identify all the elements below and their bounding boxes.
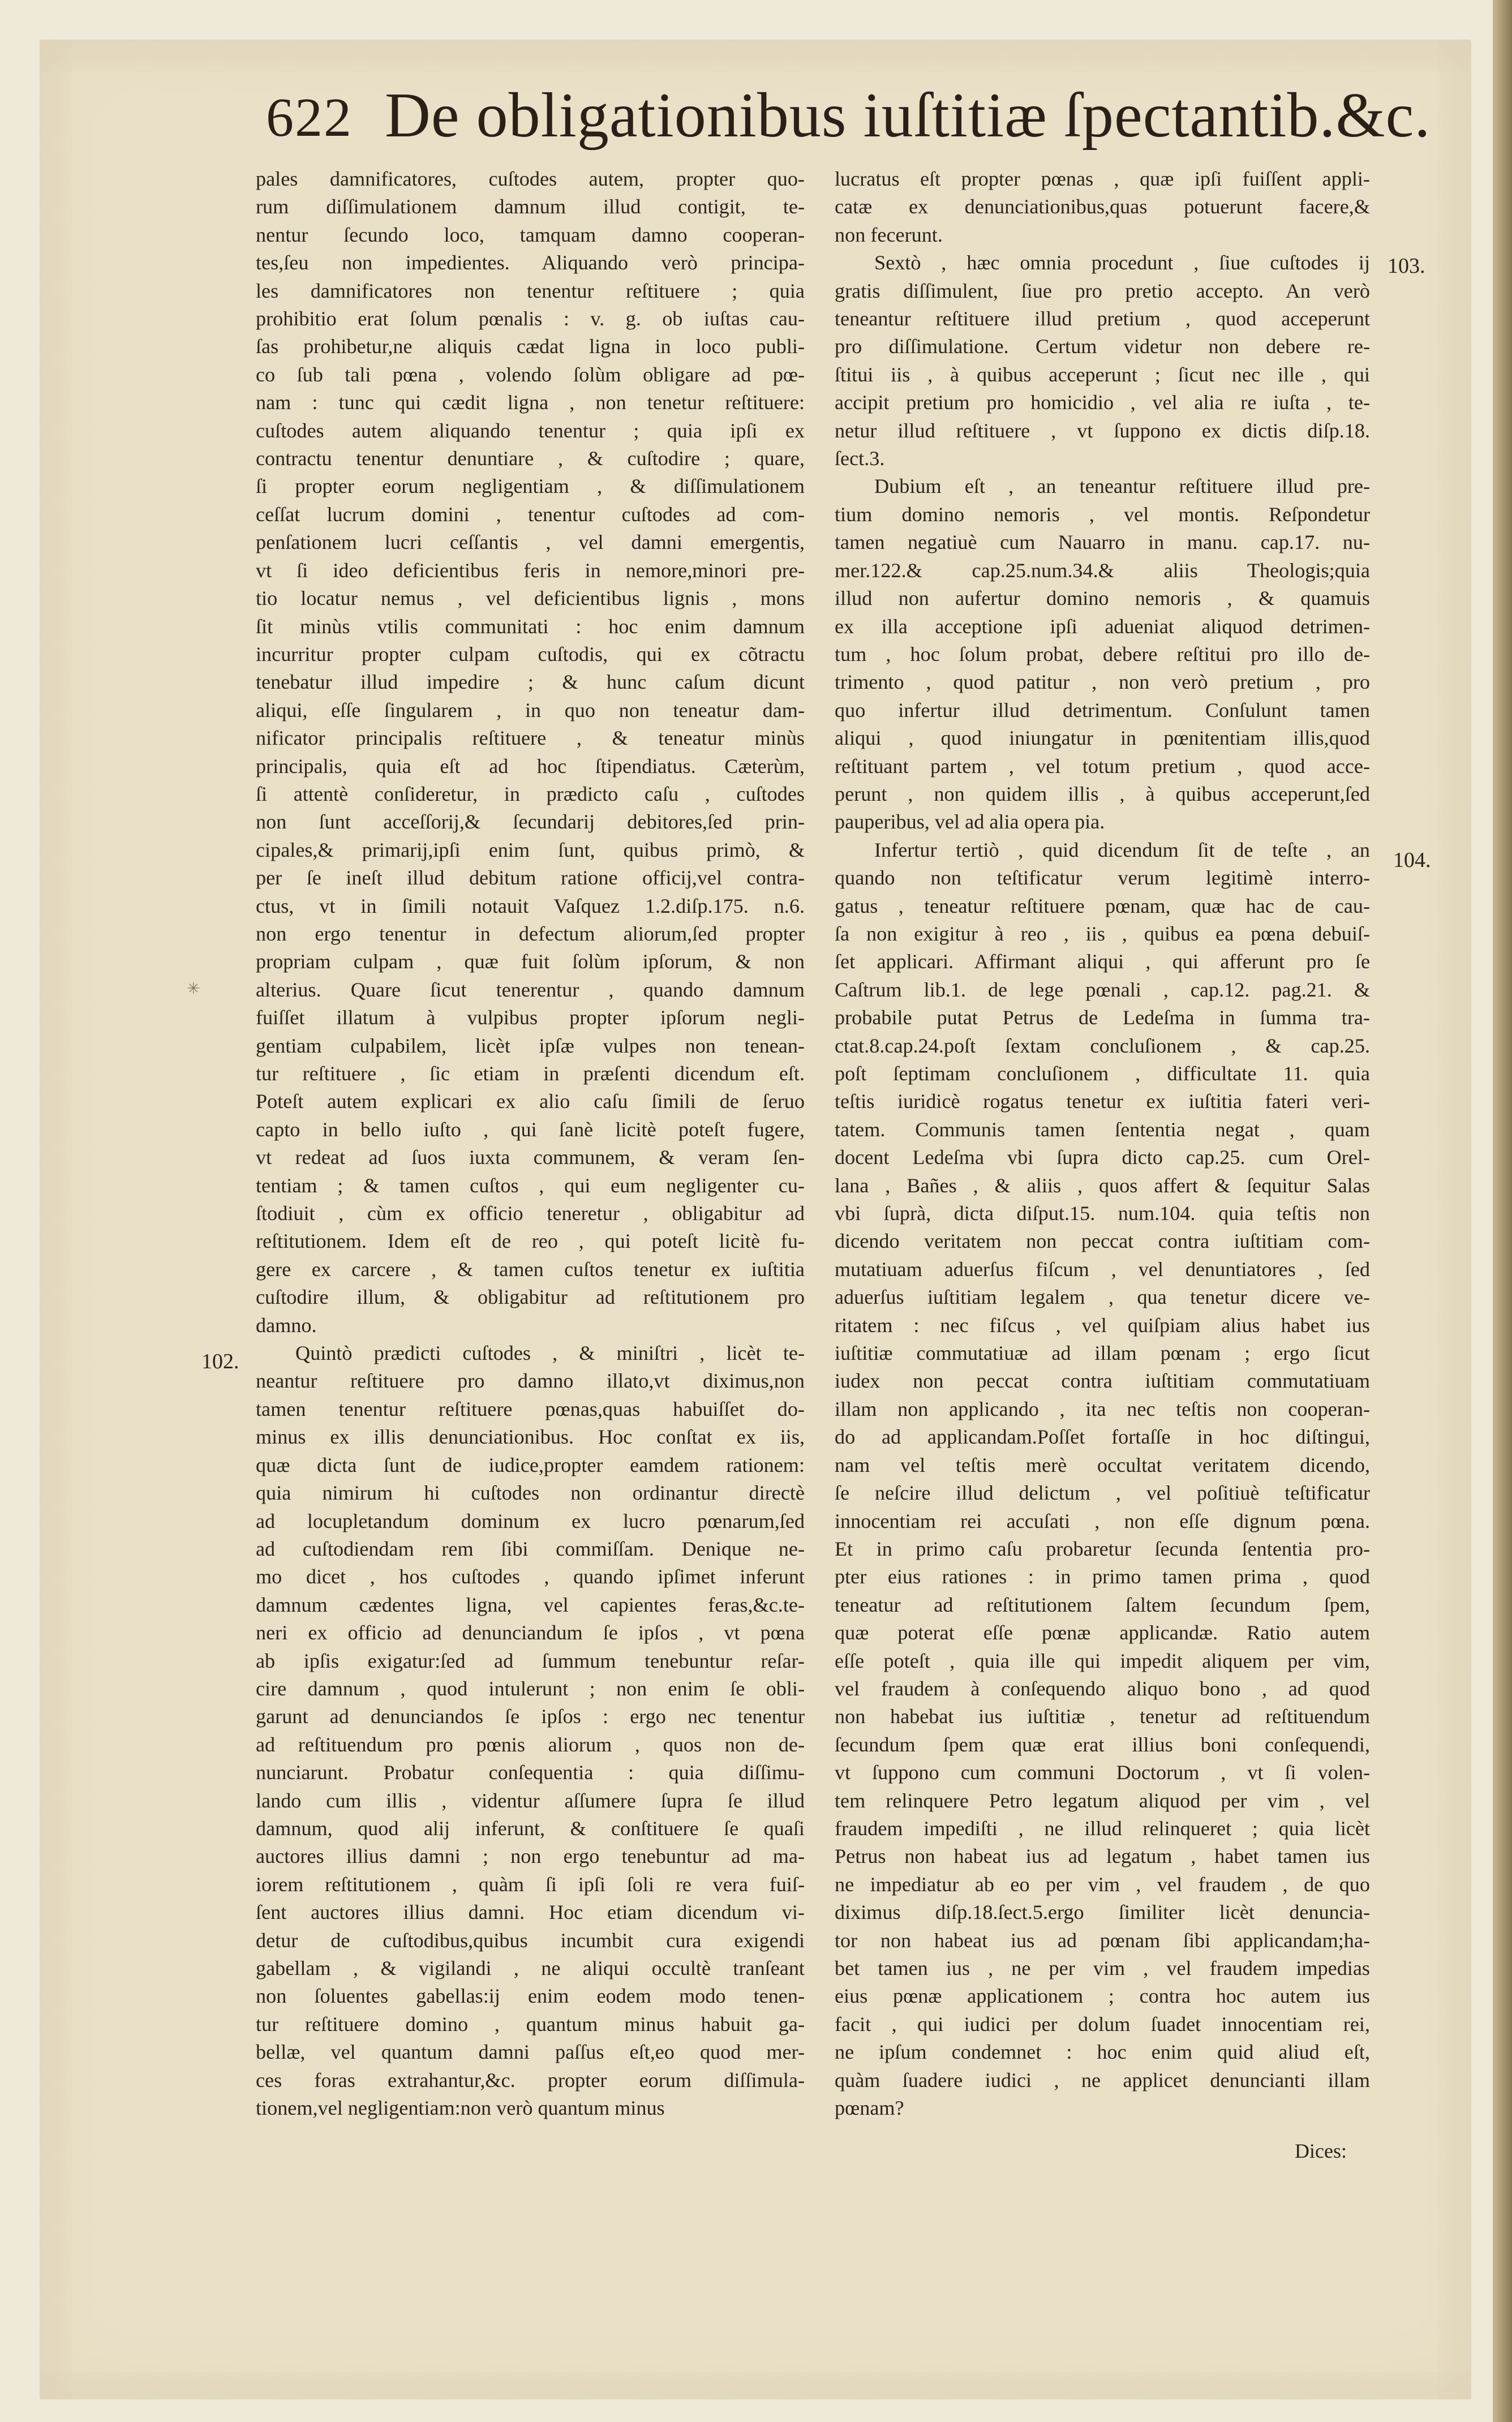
text-line: vt redeat ad ſuos iuxta communem, & veram ſen- [256, 1146, 805, 1169]
text-line: do ad applicandam.Poſſet fortaſſe in hoc diſtingui, [835, 1425, 1370, 1449]
text-line: gratis diſſimulent, ſiue pro pretio accepto. An verò [835, 279, 1370, 302]
margin-number-103: 103. [1388, 254, 1425, 278]
text-line: gabellam , & vigilandi , ne aliqui occultè tranſeant [256, 1957, 805, 1979]
text-line: pales damnificatores, cuſtodes autem, propter quo- [256, 168, 805, 190]
text-line: principalis, quia eſt ad hoc ſtipendiatus. Cæterùm, [256, 754, 805, 778]
text-line: rum diſſimulationem damnum illud contigit, te- [256, 195, 805, 218]
text-line: eſſe poteſt , quia ille qui impedit aliquem per vim, [835, 1649, 1370, 1672]
text-line: Poteſt autem explicari ex alio caſu ſimili de ſeruo [256, 1090, 805, 1113]
text-line: bet tamen ius , ne per vim , vel fraudem impedias [835, 1957, 1370, 1979]
text-line: bellæ, vel quantum damni paſſus eſt,eo quod mer- [256, 2041, 805, 2064]
text-line: nunciarunt. Probatur conſequentia : quia diſſimu- [256, 1761, 805, 1784]
text-line: damno. [256, 1313, 317, 1337]
text-line: ctus, vt in ſimili notauit Vaſquez 1.2.diſp.175. n.6. [256, 894, 805, 917]
text-line: ne ipſum condemnet : hoc enim quid aliud eſt, [835, 2041, 1370, 2064]
text-line: aduerſus iuſtitiam legalem , qua tenetur dicere ve- [835, 1286, 1370, 1309]
text-line: co ſub tali pœna , volendo ſolùm obligare ad pœ- [256, 363, 805, 386]
text-line: pauperibus, vel ad alia opera pia. [835, 810, 1105, 834]
text-line: tionem,vel negligentiam:non verò quantum minus [256, 2097, 665, 2120]
text-line: cuſtodire illum, & obligabitur ad reſtitutionem pro [256, 1286, 805, 1309]
text-line: tium domino nemoris , vel montis. Reſpondetur [835, 503, 1370, 526]
text-line: les damnificatores non tenentur reſtituere ; quia [256, 279, 805, 302]
text-line: ſi propter eorum negligentiam , & diſſimulationem [256, 475, 805, 498]
text-line: ſet applicari. Affirmant aliqui , qui afferunt pro ſe [835, 950, 1370, 973]
text-line: ſect.3. [835, 447, 885, 470]
text-line: quia nimirum hi cuſtodes non ordinantur directè [256, 1481, 805, 1505]
text-line: gentiam culpabilem, licèt ipſæ vulpes non tenean- [256, 1034, 805, 1057]
text-line: tamen tenentur reſtituere pœnas,quas habuiſſet do- [256, 1397, 805, 1420]
text-line: non fecerunt. [835, 223, 943, 246]
text-line: damnum cædentes ligna, vel capientes feras,&c.te- [256, 1593, 805, 1616]
text-line: ad reſtituendum pro pœnis aliorum , quos non de- [256, 1733, 805, 1756]
text-line: ceſſat lucrum domini , tenentur cuſtodes ad com- [256, 503, 805, 526]
text-line: lucratus eſt propter pœnas , quæ ipſi fuiſſent appli- [835, 168, 1370, 190]
text-line: ſtitui iis , à quibus acceperunt ; ſicut nec ille , qui [835, 363, 1370, 386]
text-line: fuiſſet illatum à vulpibus propter ipſorum negli- [256, 1006, 805, 1029]
text-line: quæ dicta ſunt de iudice,propter eamdem rationem: [256, 1453, 805, 1476]
text-line: illud non aufertur domino nemoris , & quamuis [835, 587, 1370, 610]
text-line: incurritur propter culpam cuſtodis, qui ex cõtractu [256, 642, 805, 665]
text-line: tur reſtituere , ſic etiam in præſenti dicendum eſt. [256, 1062, 805, 1085]
text-line: iorem reſtitutionem , quàm ſi ipſi ſoli re vera fuiſ- [256, 1873, 805, 1896]
text-line: accipit pretium pro homicidio , vel alia re iuſta , te- [835, 391, 1370, 414]
text-line: ſecundum ſpem quæ erat illius boni conſequendi, [835, 1733, 1370, 1756]
text-line: quando non teſtificatur verum legitimè interro- [835, 866, 1370, 890]
text-line: iuſtitiæ commutatiuæ ad illam pœnam ; ergo ſicut [835, 1342, 1370, 1365]
text-line: nificator principalis reſtituere , & teneatur minùs [256, 727, 805, 750]
text-line: auctores illius damni ; non ergo tenebuntur ad ma- [256, 1845, 805, 1868]
text-line: ſtodiuit , cùm ex officio teneretur , obligabitur ad [256, 1202, 805, 1225]
text-line: reſtitutionem. Idem eſt de reo , qui poteſt licitè fu- [256, 1230, 805, 1253]
text-line: illam non applicando , ita nec teſtis non cooperan- [835, 1397, 1370, 1420]
text-line: mer.122.& cap.25.num.34.& aliis Theologis;quia [835, 559, 1370, 582]
text-line: quàm ſuadere iudici , ne applicet denuncianti illam [835, 2068, 1370, 2092]
text-line: ces foras extrahantur,&c. propter eorum diſſimula- [256, 2068, 805, 2092]
ink-blot-mark: ✳ [187, 979, 200, 998]
text-line: reſtituant partem , vel totum pretium , quod acce- [835, 754, 1370, 778]
text-line: ſas prohibetur,ne aliquis cædat ligna in loco publi- [256, 335, 805, 358]
text-line: vt ſuppono cum communi Doctorum , vt ſi volen- [835, 1761, 1370, 1784]
text-line: quæ poterat eſſe pœnæ applicandæ. Ratio autem [835, 1621, 1370, 1644]
text-line: mo dicet , hos cuſtodes , quando ipſimet inferunt [256, 1565, 805, 1588]
text-line: ſent auctores illius damni. Hoc etiam dicendum vi- [256, 1901, 805, 1924]
text-line: dicendo veritatem non peccat contra iuſtitiam com- [835, 1230, 1370, 1253]
text-line: aliqui, eſſe ſingularem , in quo non teneatur dam- [256, 698, 805, 722]
text-line: tatem. Communis tamen ſententia negat , quam [835, 1118, 1370, 1141]
book-spine-edge [1493, 0, 1512, 2422]
right-column [835, 165, 1370, 2122]
text-line: penſationem lucri ceſſantis , vel damni emergentis, [256, 531, 805, 554]
text-line: tamen negatiuè cum Nauarro in manu. cap.17. nu- [835, 531, 1370, 554]
text-line: damnum, quod alij inferunt, & conſtituere ſe quaſi [256, 1816, 805, 1840]
text-line: vt ſi ideo deficientibus feris in nemore,minori pre- [256, 559, 805, 582]
text-line: vel fraudem à conſequendo aliquo bono , ad quod [835, 1677, 1370, 1700]
text-line: non ſoluentes gabellas:ij enim eodem modo tenen- [256, 1985, 805, 2008]
text-line: fraudem impediſti , ne illud relinqueret ; quia licèt [835, 1816, 1370, 1840]
text-line: mutatiuam aduerſus fiſcum , vel denuntiatores , ſed [835, 1257, 1370, 1281]
text-line: quo infertur illud detrimentum. Conſulunt tamen [835, 698, 1370, 722]
text-line: cire damnum , quod intulerunt ; non enim ſe obli- [256, 1677, 805, 1700]
text-line: detur de cuſtodibus,quibus incumbit cura exigendi [256, 1929, 805, 1952]
text-line: gatus , teneatur reſtituere pœnam, quæ hac de cau- [835, 894, 1370, 917]
text-line: ex illa acceptione ipſi adueniat aliquod detrimen- [835, 615, 1370, 638]
text-line: diximus diſp.18.ſect.5.ergo ſimiliter licèt denuncia- [835, 1901, 1370, 1924]
text-line: gere ex carcere , & tamen cuſtos tenetur ex iuſtitia [256, 1257, 805, 1281]
text-line: tio locatur nemus , vel deficientibus lignis , mons [256, 587, 805, 610]
text-line: perunt , non quidem illis , à quibus acceperunt,ſed [835, 782, 1370, 805]
text-line: poſt ſeptimam concluſionem , difficultate 11. quia [835, 1062, 1370, 1085]
text-line: lana , Bañes , & aliis , quos affert & ſequitur Salas [835, 1174, 1370, 1197]
text-line: cuſtodes autem aliquando tenentur ; quia ipſi ex [256, 419, 805, 442]
text-line: netur illud reſtituere , vt ſuppono ex dictis diſp.18. [835, 419, 1370, 442]
text-line: ad cuſtodiendam rem ſibi commiſſam. Denique ne- [256, 1537, 805, 1560]
text-line: Quintò prædicti cuſtodes , & miniſtri , licèt te- [295, 1342, 805, 1365]
margin-number-104: 104. [1393, 848, 1431, 872]
text-line: tur reſtituere domino , quantum minus habuit ga- [256, 2012, 805, 2035]
text-line: Dubium eſt , an teneantur reſtituere illud pre- [874, 475, 1370, 498]
text-line: ſi attentè conſideretur, in prædicto caſu , cuſtodes [256, 782, 805, 805]
text-line: alterius. Quare ſicut tenerentur , quando damnum [256, 978, 805, 1001]
page-number: 622 [266, 87, 353, 148]
text-line: teneatur ad reſtitutionem ſaltem ſecundum ſpem, [835, 1593, 1370, 1616]
text-line: neri ex officio ad denunciandum ſe ipſos , vt pœna [256, 1621, 805, 1644]
text-line: docent Ledeſma vbi ſupra dicto cap.25. cum Orel- [835, 1146, 1370, 1169]
text-line: tor non habeat ius ad pœnam ſibi applicandam;ha- [835, 1929, 1370, 1952]
text-line: innocentiam rei accuſati , non eſſe dignum pœna. [835, 1509, 1370, 1532]
text-line: ctat.8.cap.24.poſt ſextam concluſionem , & cap.25. [835, 1034, 1370, 1057]
text-line: ſit minùs vtilis communitati : hoc enim damnum [256, 615, 805, 638]
text-line: Infertur tertiò , quid dicendum ſit de teſte , an [874, 838, 1370, 861]
text-line: pro diſſimulatione. Certum videtur non debere re- [835, 335, 1370, 358]
text-line: prohibitio erat ſolum pœnalis : v. g. ob iuſtas cau- [256, 307, 805, 330]
text-line: Et in primo caſu probaretur ſecunda ſententia pro- [835, 1537, 1370, 1560]
text-line: teneantur reſtituere illud pretium , quod acceperunt [835, 307, 1370, 330]
text-line: tentiam ; & tamen cuſtos , qui eum negligenter cu- [256, 1174, 805, 1197]
text-line: Caſtrum lib.1. de lege pœnali , cap.12. pag.21. & [835, 978, 1370, 1001]
text-line: ab ipſis exigatur:ſed ad ſummum tenebuntur reſar- [256, 1649, 805, 1672]
text-line: tum , hoc ſolum probat, debere reſtitui pro illo de- [835, 642, 1370, 665]
text-line: non habebat ius iuſtitiæ , tenetur ad reſtituendum [835, 1705, 1370, 1728]
text-line: iudex non peccat contra iuſtitiam commutatiuam [835, 1369, 1370, 1393]
text-line: Petrus non habeat ius ad legatum , habet tamen ius [835, 1845, 1370, 1868]
text-line: ad locupletandum dominum ex lucro pœnarum,ſed [256, 1509, 805, 1532]
text-line: garunt ad denunciandos ſe ipſos : ergo nec tenentur [256, 1705, 805, 1728]
text-line: contractu tenentur denuntiare , & cuſtodire ; quare, [256, 447, 805, 470]
text-line: ſe neſcire illud delictum , vel poſitiuè teſtificatur [835, 1481, 1370, 1505]
text-line: aliqui , quod iniungatur in pœnitentiam illis,quod [835, 727, 1370, 750]
text-line: eius pœnæ applicationem ; contra hoc autem ius [835, 1985, 1370, 2008]
text-line: lando cum illis , videntur aſſumere ſupra ſe illud [256, 1789, 805, 1812]
text-line: ritatem : nec fiſcus , vel quiſpiam alius habet ius [835, 1313, 1370, 1337]
text-line: nam vel teſtis merè occultat veritatem dicendo, [835, 1453, 1370, 1476]
text-line: probabile putat Petrus de Ledeſma in ſumma tra- [835, 1006, 1370, 1029]
text-line: cipales,& primarij,ipſi enim ſunt, quibus primò, & [256, 838, 805, 861]
text-line: non ſunt acceſſorij,& ſecundarij debitores,ſed prin- [256, 810, 805, 834]
text-line: nentur ſecundo loco, tamquam damno cooperan- [256, 223, 805, 246]
text-line: tenebatur illud impedire ; & hunc caſum dicunt [256, 671, 805, 694]
text-line: neantur reſtituere pro damno illato,vt diximus,non [256, 1369, 805, 1393]
text-line: teſtis iuridicè rogatus tenetur ex iuſtitia fateri veri- [835, 1090, 1370, 1113]
text-line: Sextò , hæc omnia procedunt , ſiue cuſtodes ij [874, 251, 1370, 274]
text-line: non ergo tenentur in defectum aliorum,ſed propter [256, 922, 805, 945]
text-line: per ſe ineſt illud debitum ratione officij,vel contra- [256, 866, 805, 890]
text-line: trimento , quod patitur , non verò pretium , pro [835, 671, 1370, 694]
page-header [266, 74, 1431, 158]
text-line: minus ex illis denunciationibus. Hoc conſtat ex iis, [256, 1425, 805, 1449]
catchword: Dices: [1295, 2140, 1347, 2162]
text-line: nam : tunc qui cædit ligna , non tenetur reſtituere: [256, 391, 805, 414]
text-line: tes,ſeu non impedientes. Aliquando verò principa- [256, 251, 805, 274]
margin-number-102: 102. [201, 1350, 239, 1373]
text-line: pter eius rationes : in primo tamen prima , quod [835, 1565, 1370, 1588]
text-line: ne impediatur ab eo per vim , vel fraudem , de quo [835, 1873, 1370, 1896]
text-line: tem relinquere Petro legatum aliquod per vim , vel [835, 1789, 1370, 1812]
text-line: facit , qui iudici per dolum ſuadet innocentiam rei, [835, 2012, 1370, 2035]
text-line: propriam culpam , quæ fuit ſolùm ipſorum, & non [256, 950, 805, 973]
text-line: capto in bello iuſto , qui ſanè licitè poteſt fugere, [256, 1118, 805, 1141]
text-line: pœnam? [835, 2097, 904, 2120]
text-line: vbi ſuprà, dicta diſput.15. num.104. quia teſtis non [835, 1202, 1370, 1225]
running-head: De obligationibus iuſtitiæ ſpectantib.&c. [385, 80, 1431, 151]
left-column [256, 165, 805, 2122]
text-line: catæ ex denunciationibus,quas potuerunt facere,& [835, 195, 1370, 218]
text-line: ſa non exigitur à reo , iis , quibus ea pœna debuiſ- [835, 922, 1370, 945]
